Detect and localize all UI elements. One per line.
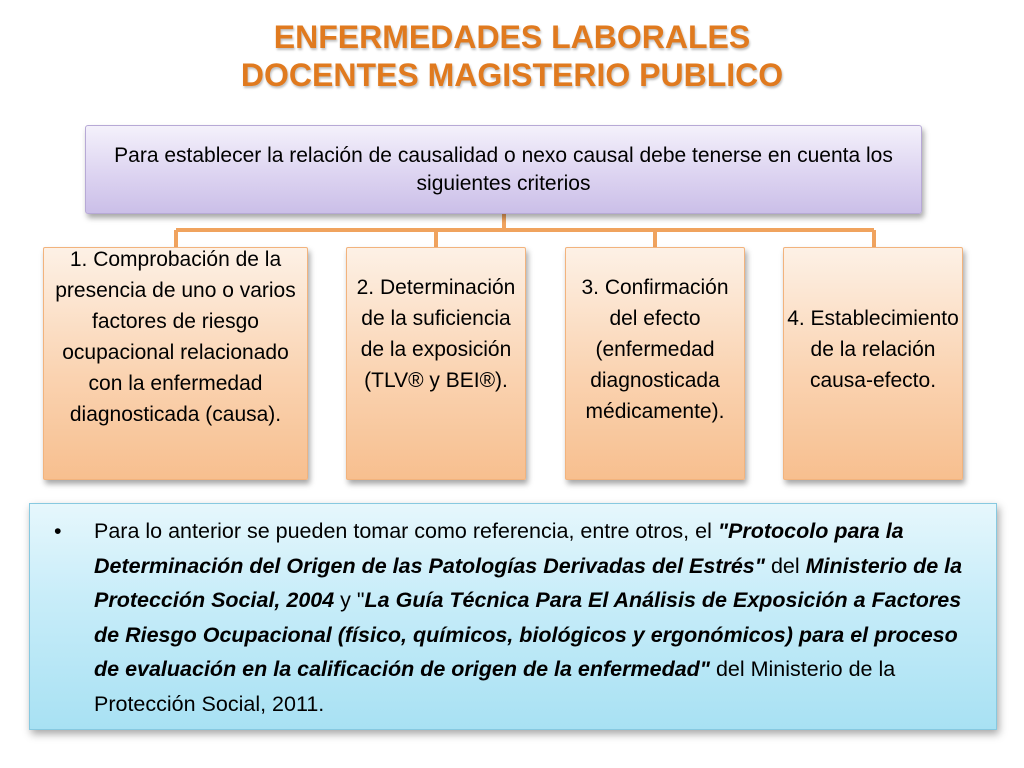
reference-paragraph: [94, 514, 976, 721]
slide-title: [0, 18, 1024, 94]
root-text: Para establecer la relación de causalidad o nexo causal debe tenerse en cuenta los siguientes criterios: [114, 143, 893, 195]
note-ref2-quote: ": [356, 588, 365, 612]
criterion-3-box: [565, 247, 745, 480]
criterion-1-text: 1. Comprobación de la presencia de uno o varios factores de riesgo ocupacional relacionado con la enfermedad diagnosticada (causa).: [55, 248, 296, 426]
criterion-4-box: [783, 247, 963, 480]
bullet-icon: •: [54, 519, 62, 543]
note-ref1-source: Ministerio de la Protección Social, 2004: [94, 553, 963, 612]
causality-root-box: [85, 125, 922, 214]
criterion-2-text: 2. Determinación de la suficiencia de la exposición (TLV® y BEI®).: [356, 276, 516, 392]
criterion-4-text: 4. Establecimiento de la relación causa-efecto.: [787, 307, 959, 392]
title-line-2: DOCENTES MAGISTERIO PUBLICO: [240, 57, 784, 93]
criterion-1-box: [43, 247, 308, 480]
title-line-1: ENFERMEDADES LABORALES: [273, 19, 751, 55]
criterion-2-box: [346, 247, 526, 480]
note-ref2-tail: del Ministerio de la Protección Social, 2011.: [94, 657, 896, 716]
reference-note-box: [29, 503, 997, 730]
note-conj: y: [334, 588, 357, 612]
note-intro: Para lo anterior se pueden tomar como referencia, entre otros, el: [94, 519, 718, 543]
note-ref1-tail: del: [764, 553, 806, 578]
note-ref2: La Guía Técnica Para El Análisis de Exposición a Factores de Riesgo Ocupacional (físico, químicos, biológicos y ergonómicos) para el proceso de evaluación en la calificación de origen de la enfermedad": [94, 588, 962, 681]
reference-bullet-item: [50, 514, 976, 721]
criterion-3-text: 3. Confirmación del efecto (enfermedad diagnosticada médicamente).: [581, 276, 729, 423]
note-ref1: "Protocolo para la Determinación del Origen de las Patologías Derivadas del Estrés": [94, 519, 904, 578]
